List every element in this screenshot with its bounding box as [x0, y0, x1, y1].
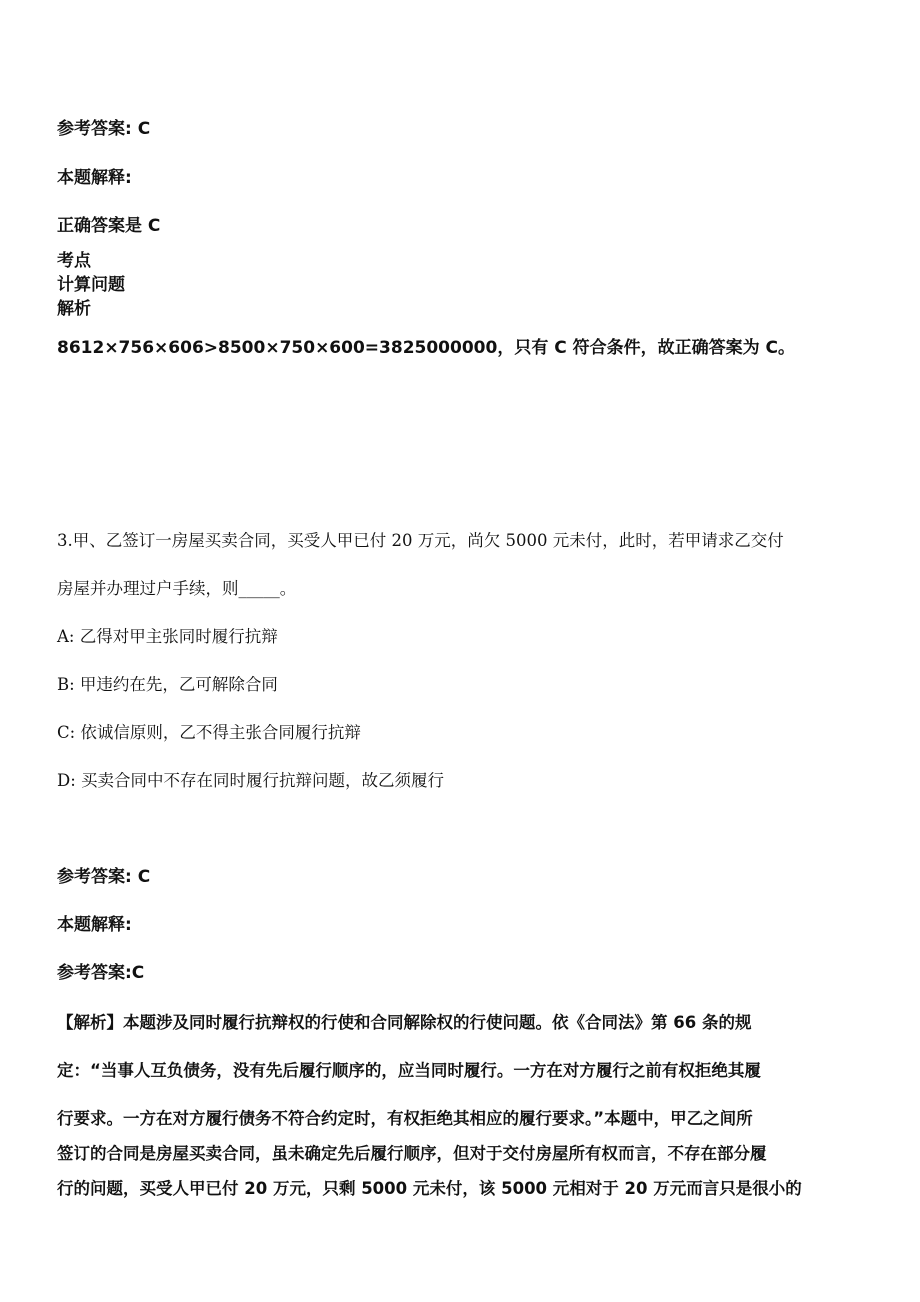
kaodian-label: 考点: [57, 251, 91, 271]
explanation-label-1: 本题解释:: [57, 168, 132, 188]
correct-answer: 正确答案是 C: [57, 216, 161, 236]
option-a: A: 乙得对甲主张同时履行抗辩: [57, 627, 278, 646]
jiexi-label: 解析: [57, 299, 91, 319]
jiexi-text: 8612×756×606>8500×750×600=3825000000，只有 C 符合条件，故正确答案为 C。: [57, 338, 796, 358]
kaodian-value: 计算问题: [57, 275, 125, 295]
option-c: C: 依诚信原则，乙不得主张合同履行抗辩: [57, 723, 361, 742]
analysis-line-1: 【解析】本题涉及同时履行抗辩权的行使和合同解除权的行使问题。依《合同法》第 66 条的规: [57, 1013, 752, 1032]
question-stem-line-1: 3.甲、乙签订一房屋买卖合同，买受人甲已付 20 万元，尚欠 5000 元未付，此时，若甲请求乙交付: [57, 531, 784, 550]
reference-answer-3: 参考答案:C: [57, 963, 145, 983]
option-b: B: 甲违约在先，乙可解除合同: [57, 675, 278, 694]
reference-answer-2: 参考答案: C: [57, 867, 151, 887]
option-d: D: 买卖合同中不存在同时履行抗辩问题，故乙须履行: [57, 771, 445, 790]
reference-answer-1: 参考答案: C: [57, 119, 151, 139]
question-stem-line-2: 房屋并办理过户手续，则_____。: [57, 579, 297, 598]
analysis-line-3: 行要求。一方在对方履行债务不符合约定时，有权拒绝其相应的履行要求。”本题中，甲乙之间所: [57, 1109, 753, 1128]
analysis-line-4: 签订的合同是房屋买卖合同，虽未确定先后履行顺序，但对于交付房屋所有权而言，不存在部分履: [57, 1144, 767, 1163]
analysis-line-5: 行的问题，买受人甲已付 20 万元，只剩 5000 元未付，该 5000 元相对于 20 万元而言只是很小的: [57, 1179, 802, 1198]
explanation-label-2: 本题解释:: [57, 915, 132, 935]
analysis-line-2: 定：“当事人互负债务，没有先后履行顺序的，应当同时履行。一方在对方履行之前有权拒绝其履: [57, 1061, 761, 1080]
